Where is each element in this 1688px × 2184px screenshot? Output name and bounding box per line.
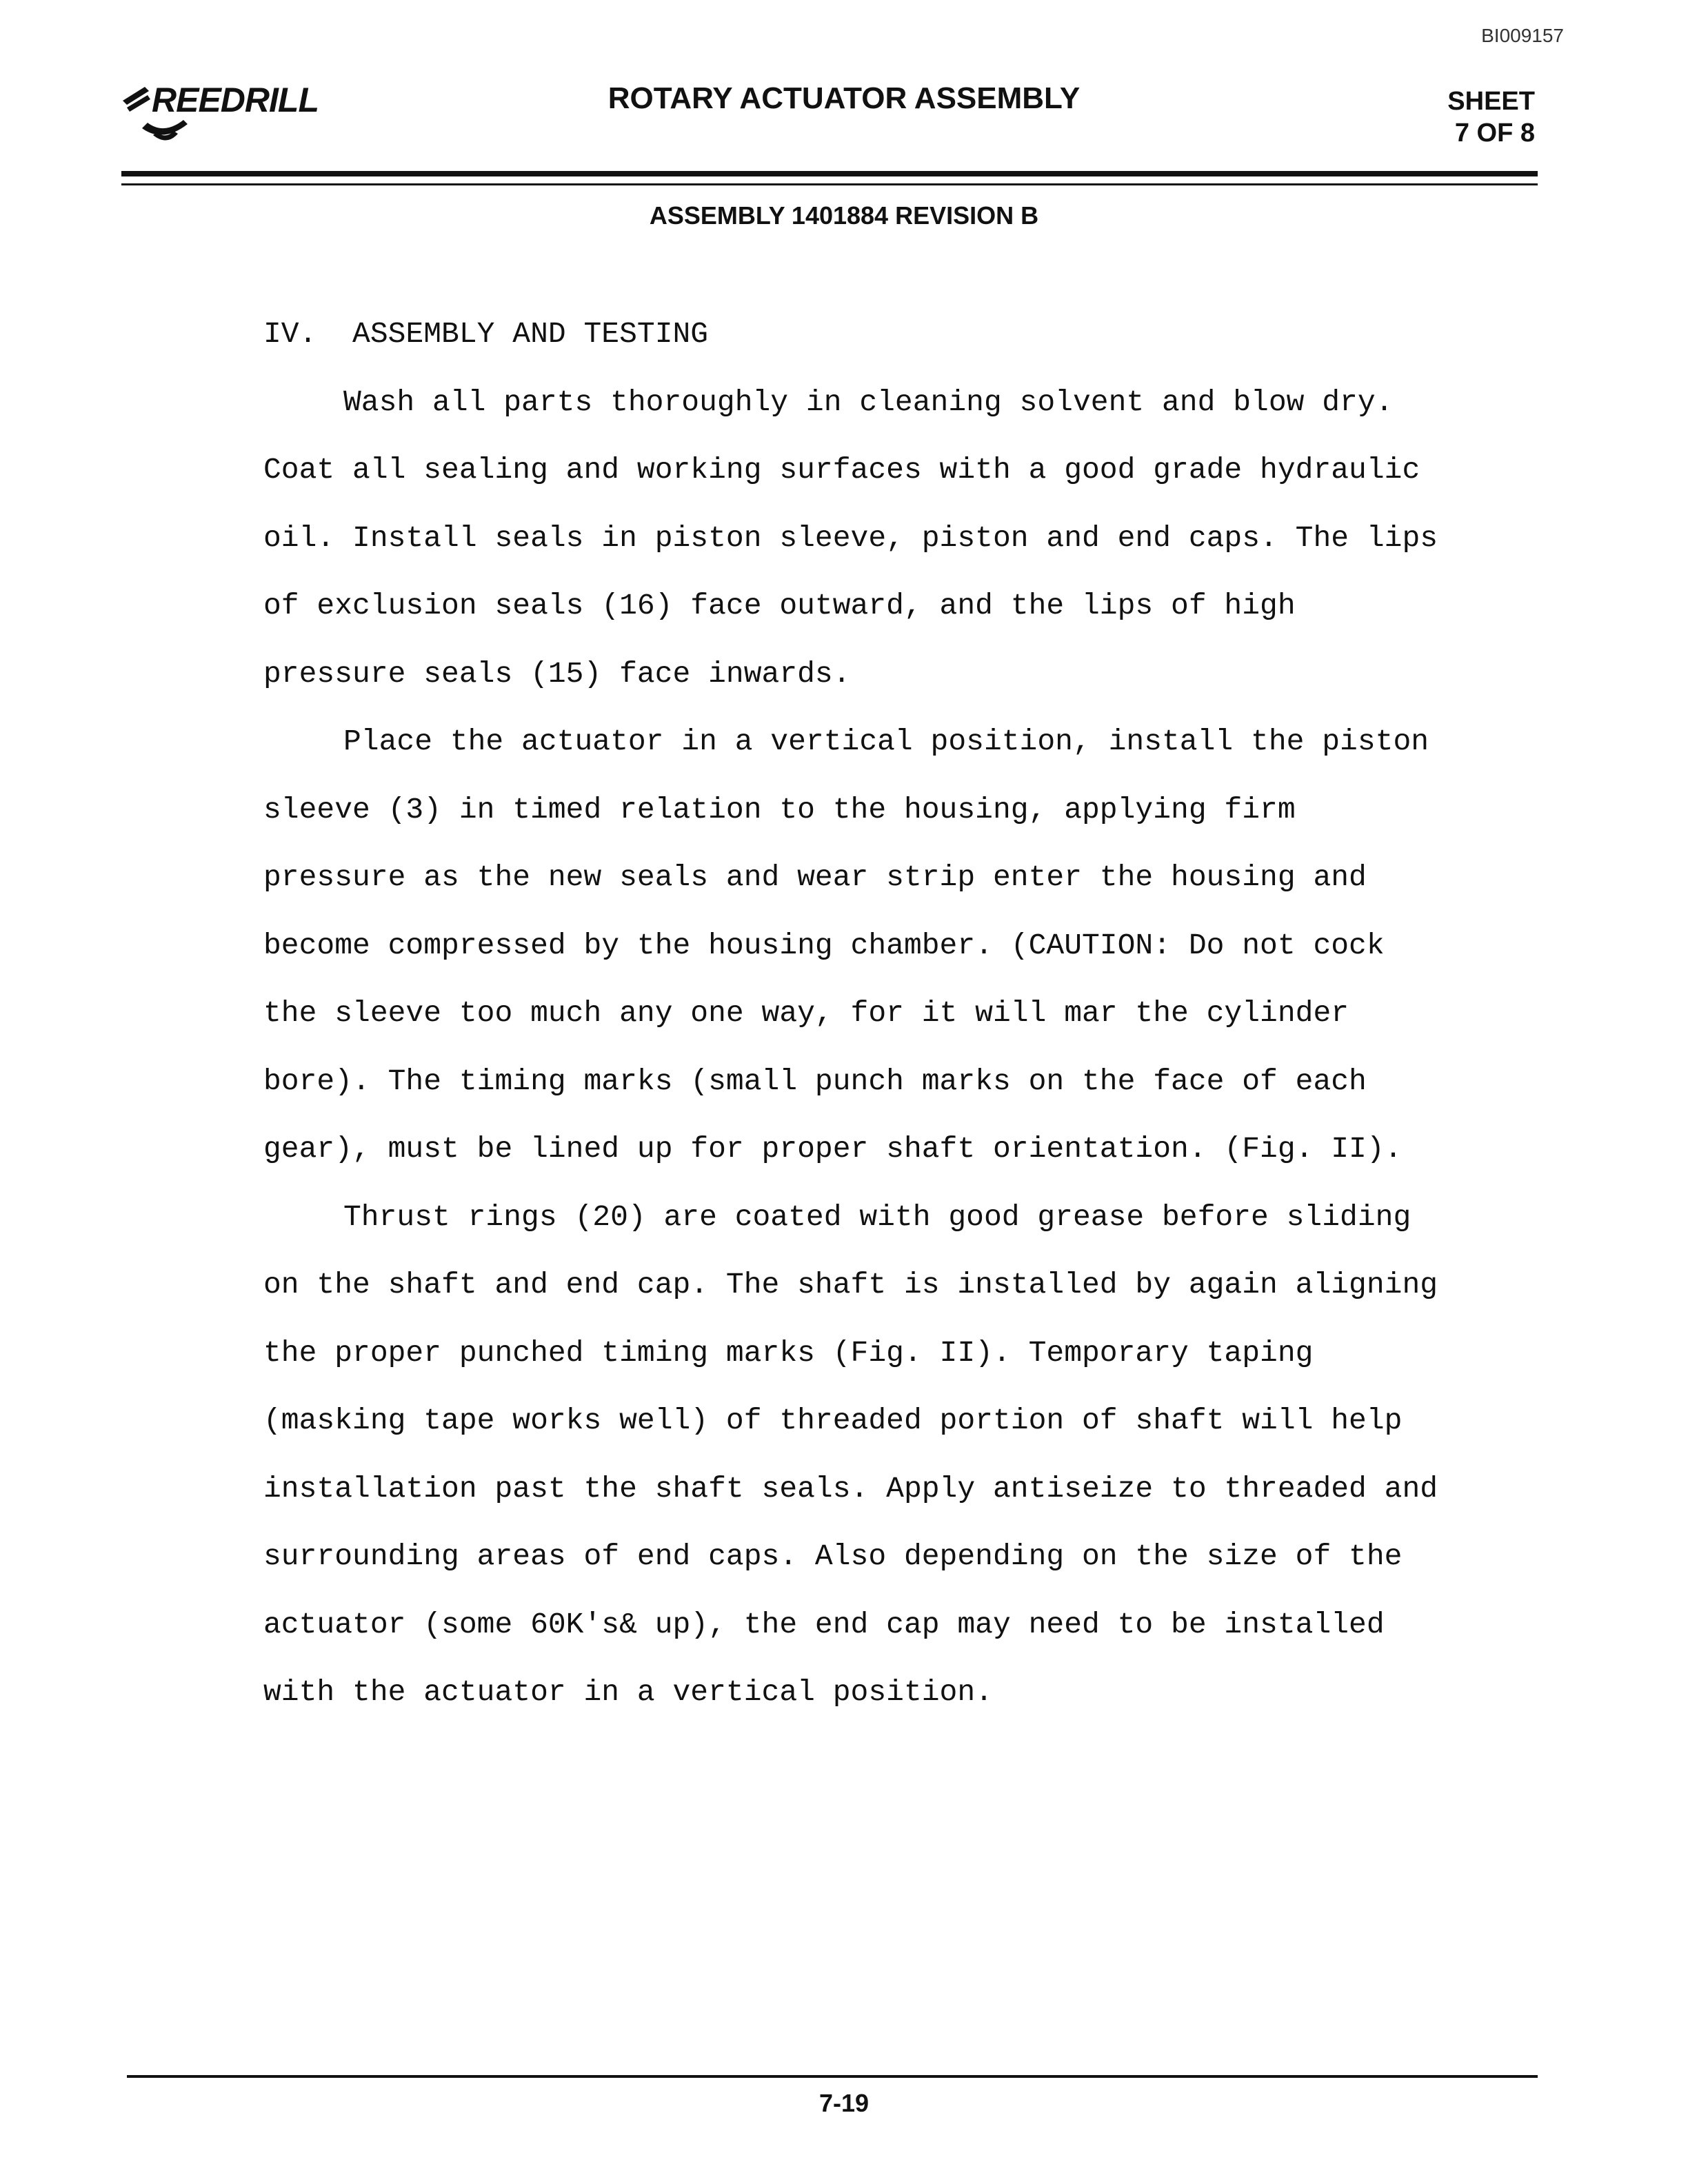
paragraph: Place the actuator in a vertical position, install the piston sleeve (3) in timed relation to the housing, applying firm pressure as the new seals and wear strip enter the housing and become compressed by the housing chamber. (CAUTION: Do not cock the sleeve too much any one way, for it will mar the cylinder bore). The timing marks (small punch marks on the face of each gear), must be lined up for proper shaft orientation. (Fig. II). — [263, 725, 1429, 1166]
header-rule-thick — [121, 171, 1538, 176]
svg-text:REEDRILL: REEDRILL — [152, 81, 319, 119]
page-body — [263, 301, 1449, 1727]
document-id: BI009157 — [1481, 25, 1564, 46]
sheet-label: SHEET — [1447, 87, 1535, 116]
footer-rule — [127, 2075, 1538, 2078]
page-number: 7-19 — [818, 2089, 870, 2117]
section-text — [263, 369, 1449, 1727]
section-number: IV. — [263, 317, 317, 351]
section-heading — [263, 301, 1449, 369]
paragraph: Wash all parts thoroughly in cleaning solvent and blow dry. Coat all sealing and working surfaces with a good grade hydraulic oil. Install seals in piston sleeve, piston and end caps. The lips of exclusion seals (16) face outward, and the lips of high pressure seals (15) face inwards. — [263, 385, 1438, 691]
assembly-revision: ASSEMBLY 1401884 REVISION B — [649, 201, 1039, 230]
header-rule-thin — [121, 183, 1538, 185]
sheet-info — [1447, 85, 1535, 149]
paragraph: Thrust rings (20) are coated with good grease before sliding on the shaft and end cap. The shaft is installed by again aligning the proper punched timing marks (Fig. II). Temporary taping (masking tape works well) of threaded portion of shaft will help installation past the shaft seals. Apply antiseize to threaded and surrounding areas of end caps. Also depending on the size of the actuator (some 60K's& up), the end cap may need to be installed with the actuator in a vertical position. — [263, 1200, 1438, 1709]
document-title: ROTARY ACTUATOR ASSEMBLY — [607, 81, 1081, 115]
section-title: ASSEMBLY AND TESTING — [352, 317, 709, 351]
sheet-number: 7 OF 8 — [1454, 119, 1535, 148]
